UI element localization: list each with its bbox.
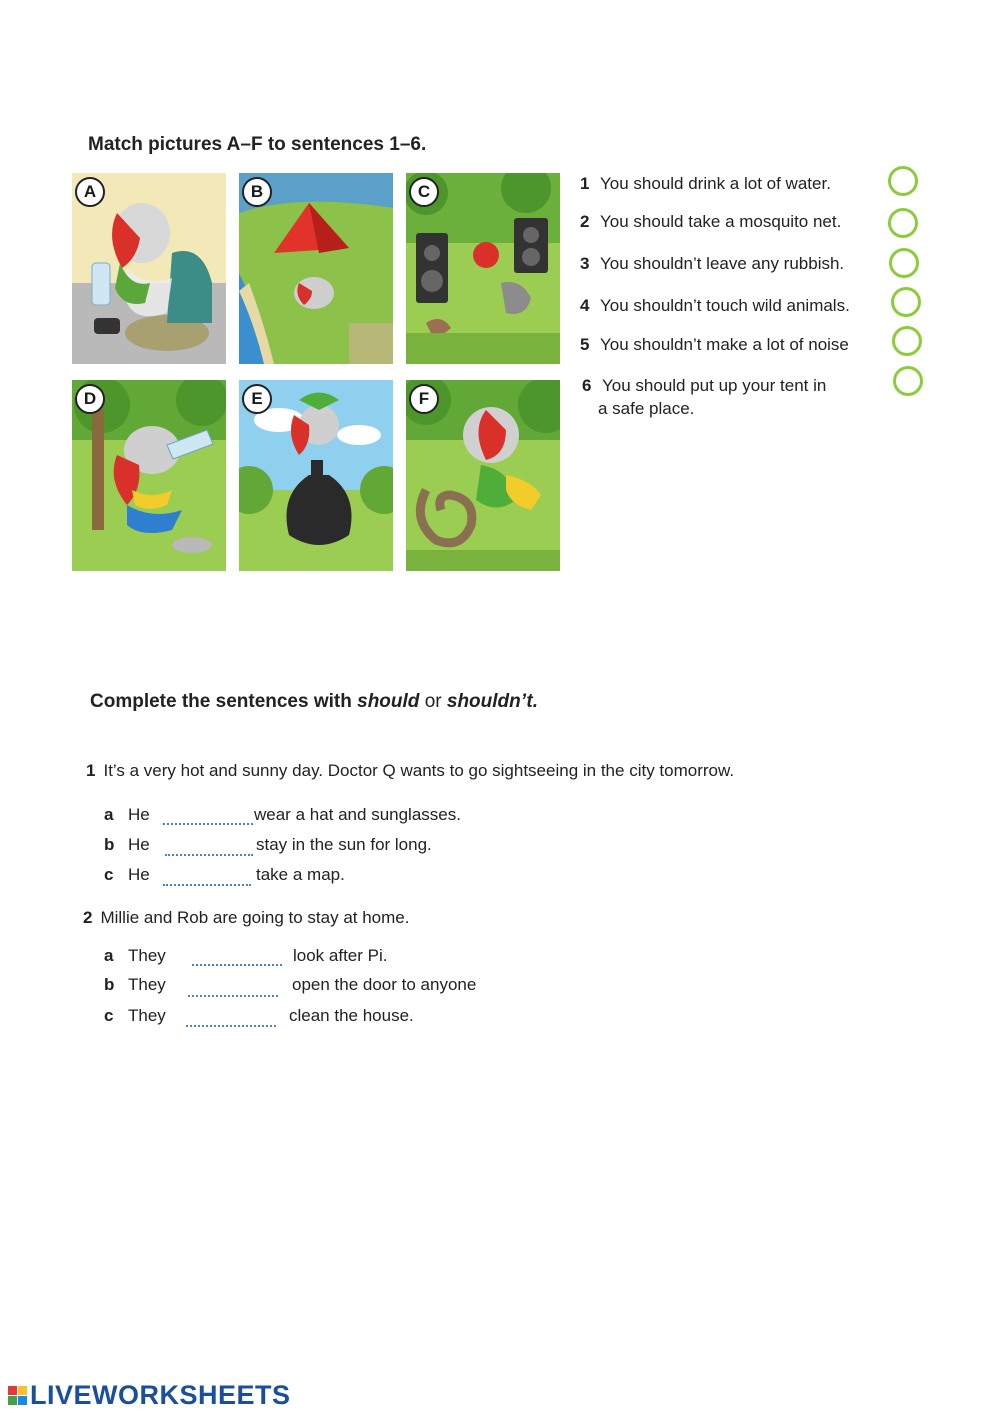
item-rest-2c: clean the house.: [289, 1006, 414, 1025]
question-1b: [104, 835, 150, 855]
logo-text: LIVEWORKSHEETS: [30, 1380, 291, 1410]
item-rest-2b: open the door to anyone: [292, 975, 477, 994]
item-letter: c: [104, 1006, 114, 1025]
picture-f: [406, 380, 560, 571]
answer-blank-2a[interactable]: [192, 944, 282, 966]
answer-circle-3[interactable]: [889, 248, 919, 278]
item-subject: They: [128, 1006, 166, 1025]
sentence-text: You shouldn’t make a lot of noise: [600, 335, 849, 354]
item-subject: He: [128, 865, 150, 884]
picture-b-badge: B: [242, 177, 272, 207]
sentence-number: 2: [580, 212, 590, 231]
question-1a: [104, 805, 150, 825]
sentence-2: [580, 212, 841, 232]
liveworksheets-logo: [8, 1380, 291, 1411]
answer-circle-1[interactable]: [888, 166, 918, 196]
item-letter: a: [104, 805, 114, 824]
sentence-text: You should put up your tent in: [602, 376, 827, 395]
item-rest-1a: wear a hat and sunglasses.: [254, 805, 461, 824]
answer-blank-2b[interactable]: [188, 975, 278, 997]
item-rest-1c: take a map.: [256, 865, 345, 884]
sentence-number: 5: [580, 335, 590, 354]
question-1: [86, 761, 734, 781]
answer-blank-1b[interactable]: [165, 834, 253, 856]
item-letter: a: [104, 946, 114, 965]
sentence-text: You shouldn’t touch wild animals.: [600, 296, 850, 315]
sentence-text: You should take a mosquito net.: [600, 212, 842, 231]
question-number: 1: [86, 761, 96, 780]
picture-a: [72, 173, 226, 364]
picture-b: [239, 173, 393, 364]
question-2: [83, 908, 409, 928]
picture-c-badge: C: [409, 177, 439, 207]
item-letter: b: [104, 835, 115, 854]
picture-d-badge: D: [75, 384, 105, 414]
sentence-6: [582, 376, 826, 396]
item-subject: They: [128, 975, 166, 994]
item-subject: He: [128, 805, 150, 824]
item-letter: b: [104, 975, 115, 994]
answer-blank-1c[interactable]: [163, 864, 251, 886]
answer-circle-2[interactable]: [888, 208, 918, 238]
sentence-number: 1: [580, 174, 590, 193]
answer-circle-4[interactable]: [891, 287, 921, 317]
item-rest-2a: look after Pi.: [293, 946, 388, 965]
picture-c: [406, 173, 560, 364]
sentence-text: You shouldn’t leave any rubbish.: [600, 254, 845, 273]
sentence-number: 6: [582, 376, 592, 395]
answer-blank-1a[interactable]: [163, 803, 253, 825]
question-1c: [104, 865, 150, 885]
question-number: 2: [83, 908, 93, 927]
sentence-4: [580, 296, 850, 316]
section1-heading: Match pictures A–F to sentences 1–6.: [88, 134, 427, 155]
sentence-1: [580, 174, 831, 194]
section2-heading-prefix: Complete the sentences with: [90, 691, 352, 712]
answer-circle-5[interactable]: [892, 326, 922, 356]
section2-heading-shouldnt: shouldn’t.: [446, 691, 538, 712]
sentence-6-line2: a safe place.: [598, 399, 695, 418]
item-subject: He: [128, 835, 150, 854]
item-rest-1b: stay in the sun for long.: [256, 835, 432, 854]
picture-e-badge: E: [242, 384, 272, 414]
sentence-text: You should drink a lot of water.: [600, 174, 831, 193]
logo-blocks-icon: [8, 1386, 27, 1405]
item-subject: They: [128, 946, 166, 965]
sentence-5: [580, 335, 849, 355]
sentence-3: [580, 254, 844, 274]
section2-heading-should: should: [357, 691, 420, 712]
picture-e: [239, 380, 393, 571]
section2-heading: [90, 691, 538, 713]
question-text: Millie and Rob are going to stay at home.: [100, 908, 410, 927]
question-text: It’s a very hot and sunny day. Doctor Q wants to go sightseeing in the city tomorrow.: [103, 761, 735, 780]
answer-circle-6[interactable]: [893, 366, 923, 396]
question-2c: [104, 1006, 166, 1026]
item-letter: c: [104, 865, 114, 884]
picture-f-badge: F: [409, 384, 439, 414]
picture-d: [72, 380, 226, 571]
sentence-number: 3: [580, 254, 590, 273]
answer-blank-2c[interactable]: [186, 1005, 276, 1027]
picture-a-badge: A: [75, 177, 105, 207]
section2-heading-or: or: [424, 691, 442, 712]
question-2b: [104, 975, 166, 995]
question-2a: [104, 946, 166, 966]
sentence-number: 4: [580, 296, 590, 315]
